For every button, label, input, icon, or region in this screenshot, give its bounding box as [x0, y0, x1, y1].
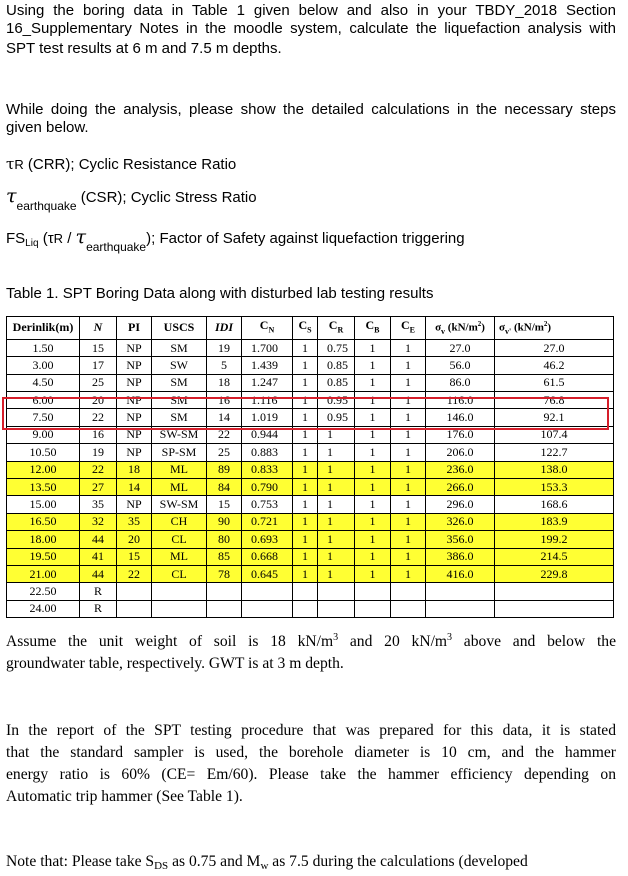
tau-r-subscript: R [14, 157, 24, 172]
cell-cr [318, 600, 355, 617]
cell-sigma-v: 236.0 [426, 461, 495, 478]
cell-cr: 1 [318, 565, 355, 582]
cell-n: 16 [80, 426, 117, 443]
cell-n: 44 [80, 565, 117, 582]
cell-uscs: CH [152, 513, 207, 530]
cell-depth: 1.50 [7, 339, 80, 356]
cell-cb: 1 [355, 531, 391, 548]
cell-cr: 0.95 [318, 392, 355, 409]
report-line-2: that the standard sampler is used, the borehole diameter is 10 cm, and the hammer [6, 744, 616, 761]
cell-pi: NP [117, 444, 152, 461]
cell-depth: 13.50 [7, 478, 80, 495]
cell-uscs: SW-SM [152, 426, 207, 443]
csr-text: (CSR); Cyclic Stress Ratio [80, 189, 257, 206]
table-row [7, 600, 614, 617]
table-row [7, 583, 614, 600]
cell-cs: 1 [293, 357, 318, 374]
report-line-1: In the report of the SPT testing procedure that was prepared for this data, it is stated [6, 722, 616, 739]
table-row [7, 565, 614, 582]
cell-depth: 24.00 [7, 600, 80, 617]
cell-cb: 1 [355, 392, 391, 409]
cell-cb: 1 [355, 478, 391, 495]
intro-line-2: 16_Supplementary Notes in the moodle system, calculate the liquefaction analysis with [6, 20, 616, 37]
cell-uscs [152, 583, 207, 600]
cell-cs: 1 [293, 374, 318, 391]
cell-cn [242, 583, 293, 600]
cell-idi [207, 600, 242, 617]
cell-depth: 6.00 [7, 392, 80, 409]
assume-line-1: Assume the unit weight of soil is 18 $kN/m^3$ and 20 $kN/m^3$ above and below the [6, 632, 616, 650]
cell-ce: 1 [391, 392, 426, 409]
cell-cb: 1 [355, 409, 391, 426]
cell-uscs: SM [152, 409, 207, 426]
cell-depth: 16.50 [7, 513, 80, 530]
cell-cs: 1 [293, 478, 318, 495]
cell-sigma-v: 266.0 [426, 478, 495, 495]
cell-cb: 1 [355, 513, 391, 530]
analysis-line-2: given below. [6, 119, 89, 136]
header-depth: Derinlik(m) [7, 317, 80, 340]
cell-n: 17 [80, 357, 117, 374]
cell-sigma-v-eff: 27.0 [495, 339, 614, 356]
table-row [7, 392, 614, 409]
cell-cr: 1 [318, 461, 355, 478]
cell-cn: 0.645 [242, 565, 293, 582]
cell-ce: 1 [391, 478, 426, 495]
cell-cn: 0.833 [242, 461, 293, 478]
cell-pi: NP [117, 392, 152, 409]
cell-depth: 18.00 [7, 531, 80, 548]
tau-eq-subscript: earthquake [16, 199, 77, 213]
cell-ce: 1 [391, 565, 426, 582]
header-n: N [80, 317, 117, 340]
cell-depth: 4.50 [7, 374, 80, 391]
cell-idi: 14 [207, 409, 242, 426]
fs-tau-r-subscript: R [53, 231, 64, 246]
step-csr [6, 185, 257, 213]
cell-cn: 0.883 [242, 444, 293, 461]
cell-idi: 84 [207, 478, 242, 495]
cell-sigma-v-eff: 168.6 [495, 496, 614, 513]
cell-depth: 21.00 [7, 565, 80, 582]
cell-cb: 1 [355, 374, 391, 391]
cell-cb: 1 [355, 461, 391, 478]
cell-idi: 85 [207, 548, 242, 565]
cell-sigma-v-eff: 229.8 [495, 565, 614, 582]
fs-slash: / [63, 230, 76, 247]
cell-ce: 1 [391, 426, 426, 443]
cell-n: 15 [80, 339, 117, 356]
note-line: Note that: Please take SDS as 0.75 and Mw as 7.5 during the calculations (developed [6, 853, 528, 872]
table-row [7, 444, 614, 461]
step-fs [6, 226, 465, 254]
cell-n: 20 [80, 392, 117, 409]
table-row [7, 357, 614, 374]
cell-cr: 1 [318, 548, 355, 565]
cell-n: 19 [80, 444, 117, 461]
cell-pi [117, 600, 152, 617]
cell-pi: 18 [117, 461, 152, 478]
cell-sigma-v: 116.0 [426, 392, 495, 409]
cell-idi: 16 [207, 392, 242, 409]
fs-open-paren: ( [42, 230, 48, 247]
table-row [7, 531, 614, 548]
spt-table-container [6, 316, 613, 618]
cell-idi: 5 [207, 357, 242, 374]
cell-pi: NP [117, 339, 152, 356]
cell-ce: 1 [391, 409, 426, 426]
cell-cs: 1 [293, 409, 318, 426]
cell-pi: 22 [117, 565, 152, 582]
cell-pi: NP [117, 409, 152, 426]
cell-sigma-v-eff: 199.2 [495, 531, 614, 548]
fs-tau-eq-subscript: earthquake [86, 240, 147, 254]
cell-cr: 1 [318, 496, 355, 513]
cell-cr: 1 [318, 513, 355, 530]
cell-cb: 1 [355, 357, 391, 374]
crr-text: (CRR); Cyclic Resistance Ratio [27, 156, 237, 173]
cell-uscs: ML [152, 478, 207, 495]
fs-text: ); Factor of Safety against liquefaction triggering [146, 230, 465, 247]
cell-cs: 1 [293, 339, 318, 356]
header-uscs: USCS [152, 317, 207, 340]
cell-uscs: SP-SM [152, 444, 207, 461]
cell-ce: 1 [391, 339, 426, 356]
cell-sigma-v-eff: 61.5 [495, 374, 614, 391]
table-row [7, 513, 614, 530]
header-sigma-v: $\sigma_v$ $(kN/m^2)$ [426, 317, 495, 340]
table-row [7, 548, 614, 565]
cell-cs: 1 [293, 392, 318, 409]
cell-cb: 1 [355, 444, 391, 461]
cell-depth: 19.50 [7, 548, 80, 565]
cell-n: 25 [80, 374, 117, 391]
cell-depth: 3.00 [7, 357, 80, 374]
table-row [7, 409, 614, 426]
cell-cs: 1 [293, 426, 318, 443]
header-idi: IDI [207, 317, 242, 340]
cell-sigma-v: 27.0 [426, 339, 495, 356]
report-line-3: energy ratio is 60% (CE= Em/60). Please take the hammer efficiency depending on [6, 766, 616, 783]
cell-cn: 1.116 [242, 392, 293, 409]
table-row [7, 461, 614, 478]
cell-sigma-v-eff: 214.5 [495, 548, 614, 565]
cell-sigma-v-eff [495, 600, 614, 617]
fs-subscript: Liq [25, 238, 39, 249]
cell-ce: 1 [391, 531, 426, 548]
cell-n: 44 [80, 531, 117, 548]
cell-cb [355, 583, 391, 600]
cell-n: 22 [80, 409, 117, 426]
cell-sigma-v: 86.0 [426, 374, 495, 391]
header-ce: $C_E$ [391, 317, 426, 340]
cell-cb: 1 [355, 426, 391, 443]
table-row [7, 426, 614, 443]
cell-sigma-v: 206.0 [426, 444, 495, 461]
cell-sigma-v-eff: 153.3 [495, 478, 614, 495]
cell-depth: 22.50 [7, 583, 80, 600]
cell-cn: 0.721 [242, 513, 293, 530]
cell-cn: 1.439 [242, 357, 293, 374]
cell-idi: 80 [207, 531, 242, 548]
cell-cn: 0.753 [242, 496, 293, 513]
cell-cs: 1 [293, 531, 318, 548]
cell-cr: 1 [318, 531, 355, 548]
header-pi: PI [117, 317, 152, 340]
cell-cr: 0.85 [318, 357, 355, 374]
intro-line-1: Using the boring data in Table 1 given below and also in your TBDY_2018 Section [6, 2, 616, 19]
header-cs: $C_S$ [293, 317, 318, 340]
cell-pi: NP [117, 357, 152, 374]
cell-depth: 10.50 [7, 444, 80, 461]
cell-ce [391, 600, 426, 617]
cell-cs: 1 [293, 461, 318, 478]
report-line-4: Automatic trip hammer (See Table 1). [6, 788, 243, 805]
fs-tau-eq-symbol: τ [75, 226, 87, 248]
cell-cs [293, 583, 318, 600]
cell-sigma-v [426, 600, 495, 617]
cell-idi: 90 [207, 513, 242, 530]
cell-uscs [152, 600, 207, 617]
cell-cr [318, 583, 355, 600]
cell-uscs: CL [152, 565, 207, 582]
cell-cs: 1 [293, 548, 318, 565]
cell-sigma-v: 56.0 [426, 357, 495, 374]
cell-cn: 1.247 [242, 374, 293, 391]
cell-cs: 1 [293, 496, 318, 513]
cell-sigma-v: 296.0 [426, 496, 495, 513]
cell-sigma-v: 326.0 [426, 513, 495, 530]
header-cr: $C_R$ [318, 317, 355, 340]
cell-cn: 0.668 [242, 548, 293, 565]
cell-sigma-v-eff: 76.8 [495, 392, 614, 409]
cell-ce: 1 [391, 461, 426, 478]
cell-sigma-v-eff: 46.2 [495, 357, 614, 374]
cell-pi: 35 [117, 513, 152, 530]
header-cn: $C_N$ [242, 317, 293, 340]
step-crr [6, 155, 236, 173]
cell-cb: 1 [355, 565, 391, 582]
cell-cr: 1 [318, 426, 355, 443]
cell-depth: 12.00 [7, 461, 80, 478]
cell-uscs: SM [152, 392, 207, 409]
fs-tau-r-symbol: τ [47, 230, 54, 247]
cell-cn: 0.790 [242, 478, 293, 495]
cell-ce: 1 [391, 357, 426, 374]
cell-n: R [80, 583, 117, 600]
cell-n: 35 [80, 496, 117, 513]
cell-cn [242, 600, 293, 617]
cell-cr: 0.95 [318, 409, 355, 426]
fs-label: FS [6, 230, 26, 247]
cell-cr: 0.85 [318, 374, 355, 391]
cell-sigma-v: 386.0 [426, 548, 495, 565]
cell-cs [293, 600, 318, 617]
cell-sigma-v-eff: 138.0 [495, 461, 614, 478]
spt-boring-table [6, 316, 614, 618]
assume-line-2: groundwater table, respectively. GWT is at 3 m depth. [6, 655, 344, 672]
cell-cn: 0.693 [242, 531, 293, 548]
cell-cb: 1 [355, 339, 391, 356]
cell-pi: 15 [117, 548, 152, 565]
cell-cr: 0.75 [318, 339, 355, 356]
table-header-row [7, 317, 614, 340]
cell-cb: 1 [355, 548, 391, 565]
cell-idi: 89 [207, 461, 242, 478]
cell-sigma-v-eff [495, 583, 614, 600]
cell-cs: 1 [293, 565, 318, 582]
cell-sigma-v-eff: 92.1 [495, 409, 614, 426]
cell-n: 27 [80, 478, 117, 495]
cell-uscs: SM [152, 374, 207, 391]
header-sigma-v-eff: $\sigma_{v'}$ $(kN/m^2)$ [495, 317, 614, 340]
cell-idi: 18 [207, 374, 242, 391]
table-row [7, 496, 614, 513]
cell-ce: 1 [391, 444, 426, 461]
cell-sigma-v-eff: 107.4 [495, 426, 614, 443]
cell-depth: 7.50 [7, 409, 80, 426]
analysis-line-1: While doing the analysis, please show the detailed calculations in the necessary steps [6, 101, 616, 118]
cell-ce: 1 [391, 513, 426, 530]
cell-uscs: SW [152, 357, 207, 374]
header-cb: $C_B$ [355, 317, 391, 340]
cell-depth: 15.00 [7, 496, 80, 513]
cell-uscs: ML [152, 548, 207, 565]
cell-idi: 19 [207, 339, 242, 356]
cell-sigma-v: 146.0 [426, 409, 495, 426]
cell-ce: 1 [391, 548, 426, 565]
cell-idi: 25 [207, 444, 242, 461]
cell-uscs: CL [152, 531, 207, 548]
cell-cs: 1 [293, 444, 318, 461]
cell-cr: 1 [318, 444, 355, 461]
cell-pi: 14 [117, 478, 152, 495]
table-row [7, 374, 614, 391]
cell-depth: 9.00 [7, 426, 80, 443]
cell-uscs: ML [152, 461, 207, 478]
cell-uscs: SM [152, 339, 207, 356]
cell-n: 32 [80, 513, 117, 530]
cell-n: R [80, 600, 117, 617]
cell-uscs: SW-SM [152, 496, 207, 513]
cell-sigma-v: 356.0 [426, 531, 495, 548]
table-row [7, 339, 614, 356]
cell-cr: 1 [318, 478, 355, 495]
tau-r-symbol: τ [6, 155, 15, 173]
cell-ce: 1 [391, 374, 426, 391]
tau-eq-symbol: τ [6, 185, 17, 207]
cell-ce [391, 583, 426, 600]
cell-sigma-v-eff: 122.7 [495, 444, 614, 461]
cell-pi: 20 [117, 531, 152, 548]
cell-idi: 15 [207, 496, 242, 513]
cell-sigma-v [426, 583, 495, 600]
cell-sigma-v-eff: 183.9 [495, 513, 614, 530]
cell-n: 22 [80, 461, 117, 478]
cell-sigma-v: 416.0 [426, 565, 495, 582]
table-row [7, 478, 614, 495]
table-caption: Table 1. SPT Boring Data along with disturbed lab testing results [6, 285, 434, 302]
cell-cs: 1 [293, 513, 318, 530]
cell-cn: 1.019 [242, 409, 293, 426]
cell-cn: 0.944 [242, 426, 293, 443]
cell-cb [355, 600, 391, 617]
intro-line-3: SPT test results at 6 m and 7.5 m depths. [6, 40, 282, 57]
cell-idi: 78 [207, 565, 242, 582]
cell-idi: 22 [207, 426, 242, 443]
cell-cb: 1 [355, 496, 391, 513]
cell-ce: 1 [391, 496, 426, 513]
cell-pi: NP [117, 496, 152, 513]
cell-n: 41 [80, 548, 117, 565]
cell-pi: NP [117, 374, 152, 391]
cell-pi: NP [117, 426, 152, 443]
cell-idi [207, 583, 242, 600]
cell-pi [117, 583, 152, 600]
cell-sigma-v: 176.0 [426, 426, 495, 443]
cell-cn: 1.700 [242, 339, 293, 356]
